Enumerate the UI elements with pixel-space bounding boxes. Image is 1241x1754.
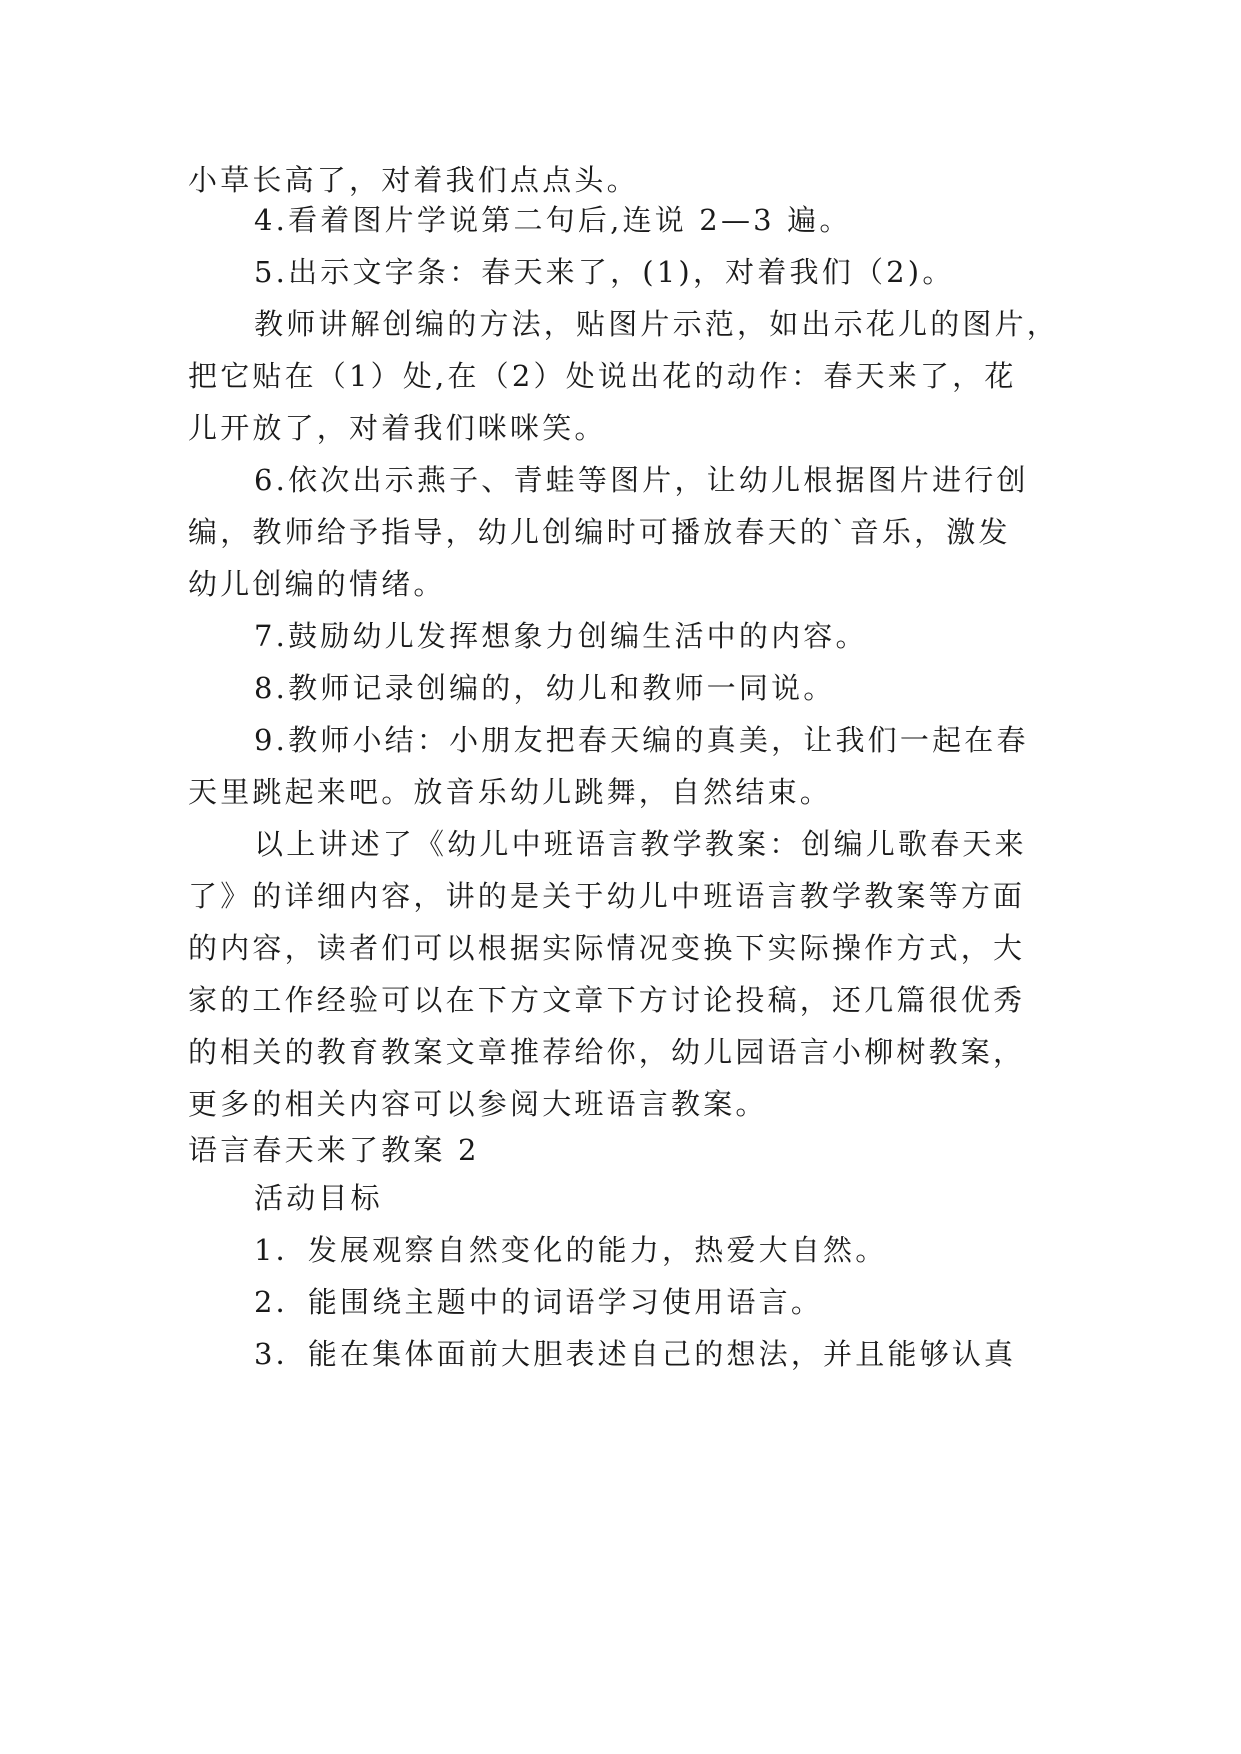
text-line: 1．发展观察自然变化的能力，热爱大自然。 <box>254 1233 888 1267</box>
text-line: 2．能围绕主题中的词语学习使用语言。 <box>254 1285 824 1319</box>
text-line: 3．能在集体面前大胆表述自己的想法，并且能够认真 <box>254 1337 1017 1371</box>
text-line: 5.出示文字条：春天来了，(1)，对着我们（2)。 <box>254 255 955 289</box>
text-line: 儿开放了，对着我们咪咪笑。 <box>188 411 607 445</box>
text-line: 6.依次出示燕子、青蛙等图片，让幼儿根据图片进行创 <box>254 463 1029 497</box>
text-line: 的内容，读者们可以根据实际情况变换下实际操作方式，大 <box>188 931 1026 965</box>
text-line: 更多的相关内容可以参阅大班语言教案。 <box>188 1087 768 1121</box>
text-line: 把它贴在（1）处,在（2）处说出花的动作：春天来了，花 <box>188 359 1017 393</box>
text-line: 的相关的教育教案文章推荐给你，幼儿园语言小柳树教案， <box>188 1035 1026 1069</box>
text-line: 家的工作经验可以在下方文章下方讨论投稿，还几篇很优秀 <box>188 983 1026 1017</box>
subheading: 活动目标 <box>254 1181 383 1215</box>
text-line: 7.鼓励幼儿发挥想象力创编生活中的内容。 <box>254 619 868 653</box>
text-line: 编，教师给予指导，幼儿创编时可播放春天的`音乐，激发 <box>188 515 1011 549</box>
text-line: 4.看着图片学说第二句后,连说 2—3 遍。 <box>254 203 852 237</box>
text-line: 天里跳起来吧。放音乐幼儿跳舞，自然结束。 <box>188 775 833 809</box>
section-heading: 语言春天来了教案 2 <box>188 1133 480 1167</box>
text-line: 幼儿创编的情绪。 <box>188 567 446 601</box>
text-line: 了》的详细内容，讲的是关于幼儿中班语言教学教案等方面 <box>188 879 1026 913</box>
text-line: 9.教师小结：小朋友把春天编的真美，让我们一起在春 <box>254 723 1029 757</box>
text-line: 教师讲解创编的方法，贴图片示范，如出示花儿的图片， <box>254 307 1060 341</box>
text-line: 以上讲述了《幼儿中班语言教学教案：创编儿歌春天来 <box>254 827 1027 861</box>
text-line: 8.教师记录创编的，幼儿和教师一同说。 <box>254 671 836 705</box>
text-line: 小草长高了，对着我们点点头。 <box>188 163 639 197</box>
